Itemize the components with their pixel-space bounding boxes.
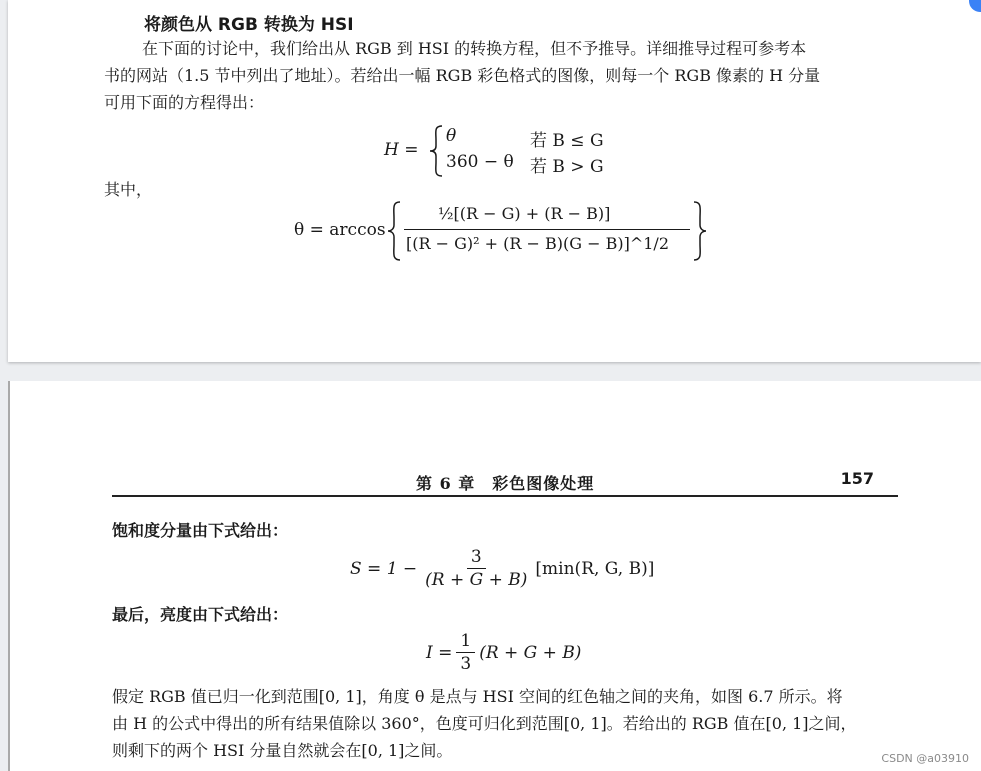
hue-case1-value: θ: [446, 126, 457, 146]
right-brace-large-icon: [692, 200, 708, 262]
theta-fraction-bar: [404, 229, 690, 230]
closing-line-1: 假定 RGB 值已归一化到范围[0, 1]，角度 θ 是点与 HSI 空间的红色轴之间的夹角，如图 6.7 所示。将: [112, 687, 843, 706]
closing-line-2: 由 H 的公式中得出的所有结果值除以 360°，色度可归化到范围[0, 1]。若给出的 RGB 值在[0, 1]之间，: [112, 714, 857, 733]
intro-line-2: 书的网站（1.5 节中列出了地址）。若给出一幅 RGB 彩色格式的图像，则每一个 RGB 像素的 H 分量: [104, 66, 821, 85]
section-heading: 将颜色从 RGB 转换为 HSI: [144, 15, 354, 35]
where-label: 其中，: [104, 180, 153, 199]
chapter-header: [112, 467, 898, 497]
sat-fraction: [421, 547, 531, 590]
intro-line-3: 可用下面的方程得出：: [104, 93, 265, 112]
left-brace-large-icon: [386, 200, 402, 262]
sat-denominator: (R + G + B): [425, 570, 528, 590]
page-number: 157: [840, 469, 874, 488]
int-eq-lhs: I =: [426, 642, 453, 663]
int-sum-term: (R + G + B): [479, 642, 582, 663]
left-brace-icon: [428, 124, 444, 178]
hue-eq-lhs: H =: [384, 140, 419, 160]
bottom-page: [8, 381, 981, 771]
notification-badge[interactable]: [969, 0, 981, 12]
int-numerator: 1: [456, 631, 475, 653]
theta-denominator: [(R − G)² + (R − B)(G − B)]^1/2: [406, 234, 669, 253]
theta-eq-lhs: θ = arccos: [294, 220, 386, 240]
hue-case2-value: 360 − θ: [446, 152, 514, 172]
closing-line-3: 则剩下的两个 HSI 分量自然就会在[0, 1]之间。: [112, 741, 453, 760]
hue-case1-cond: 若 B ≤ G: [530, 131, 604, 151]
sat-numerator: 3: [467, 547, 486, 569]
intensity-label: 最后，亮度由下式给出：: [112, 605, 289, 624]
top-page: [8, 0, 981, 362]
int-fraction: [456, 631, 475, 674]
saturation-label: 饱和度分量由下式给出：: [112, 521, 289, 540]
saturation-equation: [350, 547, 654, 590]
csdn-watermark: CSDN @a03910: [881, 752, 969, 765]
theta-numerator: ½[(R − G) + (R − B)]: [438, 204, 611, 223]
chapter-title: 第 6 章 彩色图像处理: [416, 474, 595, 493]
hue-case2-cond: 若 B > G: [530, 157, 604, 177]
sat-min-term: [min(R, G, B)]: [535, 558, 655, 579]
intensity-equation: [426, 631, 581, 674]
int-denominator: 3: [460, 654, 472, 674]
sat-eq-lhs: S = 1 −: [350, 558, 418, 579]
intro-line-1: 在下面的讨论中，我们给出从 RGB 到 HSI 的转换方程，但不予推导。详细推导过程可参考本: [142, 39, 807, 58]
